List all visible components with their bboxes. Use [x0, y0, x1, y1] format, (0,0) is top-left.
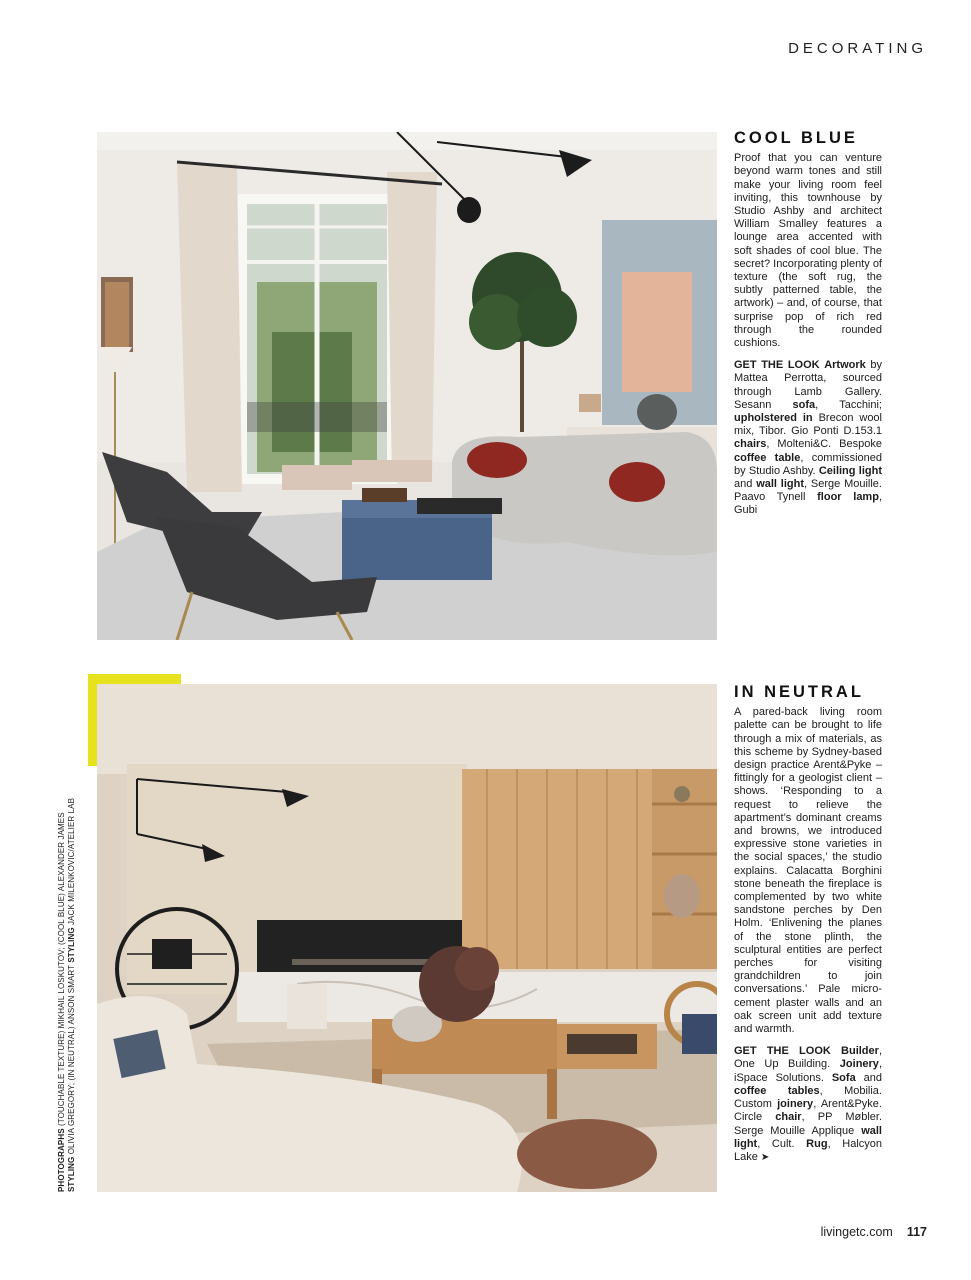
cool-blue-living-room-photo — [97, 132, 717, 640]
gtl-text: , Serge Mouille. Paavo Tynell — [734, 478, 882, 504]
gtl-text: by Mattea Perrotta, sourced through Lamb Gallery. Sesann — [734, 359, 882, 411]
neutral-living-room-photo — [97, 684, 717, 1192]
gtl-text: , PP Møbler. Serge Mouille Applique — [734, 1111, 882, 1137]
section-label: DECORATING — [788, 40, 927, 57]
get-the-look-cool-blue — [734, 359, 882, 517]
gtl-term: coffee tables — [734, 1084, 820, 1097]
gtl-text: Brecon wool mix, Tibor. Gio Ponti D.153.1 — [734, 412, 882, 438]
gtl-text: and — [855, 1071, 882, 1084]
credit-label: STYLING — [67, 927, 76, 963]
footer-site[interactable]: livingetc.com — [820, 1225, 893, 1239]
gtl-term: Joinery — [839, 1058, 879, 1071]
article-body-in-neutral: A pared-back living room palette can be brought to life through a mix of materials, as this scheme by Sydney-based design practice Arent&Pyke – fittingly for a geologist client – shows. ‘Responding to a request to relieve the apartment’s dominant creams and browns, we introduced expressive stone varieties in the social spaces,’ the studio explains. Calacatta Borghini stone beneath the fireplace is complemented by two white sandstone perches by Den Holm. ‘Enlivening the planes of the stone plinth, the sculptural entities are perfect perches for visiting grandchildren to join conversations.’ Pale micro-cement plaster walls and an oak screen unit add texture and warmth. — [734, 706, 882, 1036]
credit-label: STYLING — [67, 1156, 76, 1192]
credit-text: JACK MILENKOVIC/ATELIER LAB — [67, 797, 76, 928]
gtl-term: coffee table — [734, 451, 801, 464]
gtl-term: sofa — [792, 398, 816, 411]
article-body-cool-blue: Proof that you can venture beyond warm tones and still make your living room feel inviting, this townhouse by Studio Ashby and architect William Smalley features a lounge area accented with soft shades of cool blue. The secret? Incorporating plenty of texture (the soft rug, the subtly patterned table, the artwork) – and, of course, that surprise pop of rich red through the rounded cushions. — [734, 152, 882, 350]
gtl-term: chair — [775, 1111, 802, 1124]
get-the-look-label: GET THE LOOK — [734, 1045, 831, 1058]
gtl-text: and — [734, 478, 757, 491]
article-title-cool-blue: COOL BLUE — [734, 129, 858, 147]
gtl-term: Artwork — [824, 359, 866, 372]
article-title-in-neutral: IN NEUTRAL — [734, 683, 864, 701]
gtl-text: , One Up Building. — [734, 1045, 882, 1071]
get-the-look-label: GET THE LOOK — [734, 359, 820, 372]
gtl-term: Builder — [841, 1045, 879, 1058]
gtl-text: , Halcyon Lake — [734, 1137, 882, 1163]
gtl-term: Sofa — [831, 1071, 856, 1084]
credit-text: OLIVIA GREGORY; (IN NEUTRAL) ANSON SMART — [67, 962, 76, 1157]
page-footer — [821, 1225, 927, 1239]
gtl-text: , Mobilia. Custom — [734, 1084, 882, 1111]
gtl-text: , Molteni&C. Bespoke — [766, 438, 882, 451]
credit-label: PHOTOGRAPHS — [57, 1128, 66, 1192]
gtl-text: , Tacchini; — [815, 398, 882, 411]
gtl-text: , iSpace Solutions. — [734, 1058, 882, 1084]
continue-arrow-icon: ➤ — [760, 1151, 770, 1163]
get-the-look-in-neutral — [734, 1045, 882, 1164]
gtl-text: , commissioned by Studio Ashby. — [734, 451, 882, 477]
credit-line-styling — [67, 762, 77, 1192]
gtl-term: Ceiling light — [818, 464, 882, 477]
gtl-text: , Gubi — [734, 491, 882, 517]
credit-text: (TOUCHABLE TEXTURE) MIKHAIL LOSKUTOV; (COOL BLUE) ALEXANDER JAMES — [57, 812, 66, 1129]
article-in-neutral — [734, 683, 882, 1173]
gtl-term: chairs — [734, 438, 767, 451]
photo-credits — [57, 762, 77, 1192]
gtl-term: wall light — [756, 478, 805, 491]
article-cool-blue — [734, 129, 882, 527]
credit-line-photographs — [57, 762, 67, 1192]
gtl-term: joinery — [777, 1098, 814, 1111]
gtl-text: , Arent&Pyke. Circle — [734, 1098, 882, 1124]
gtl-term: upholstered in — [734, 412, 813, 425]
gtl-term: wall light — [734, 1124, 882, 1150]
gtl-term: Rug — [806, 1137, 828, 1150]
gtl-text: , Cult. — [757, 1137, 807, 1150]
page-number: 117 — [906, 1225, 927, 1239]
gtl-term: floor lamp — [817, 491, 879, 504]
